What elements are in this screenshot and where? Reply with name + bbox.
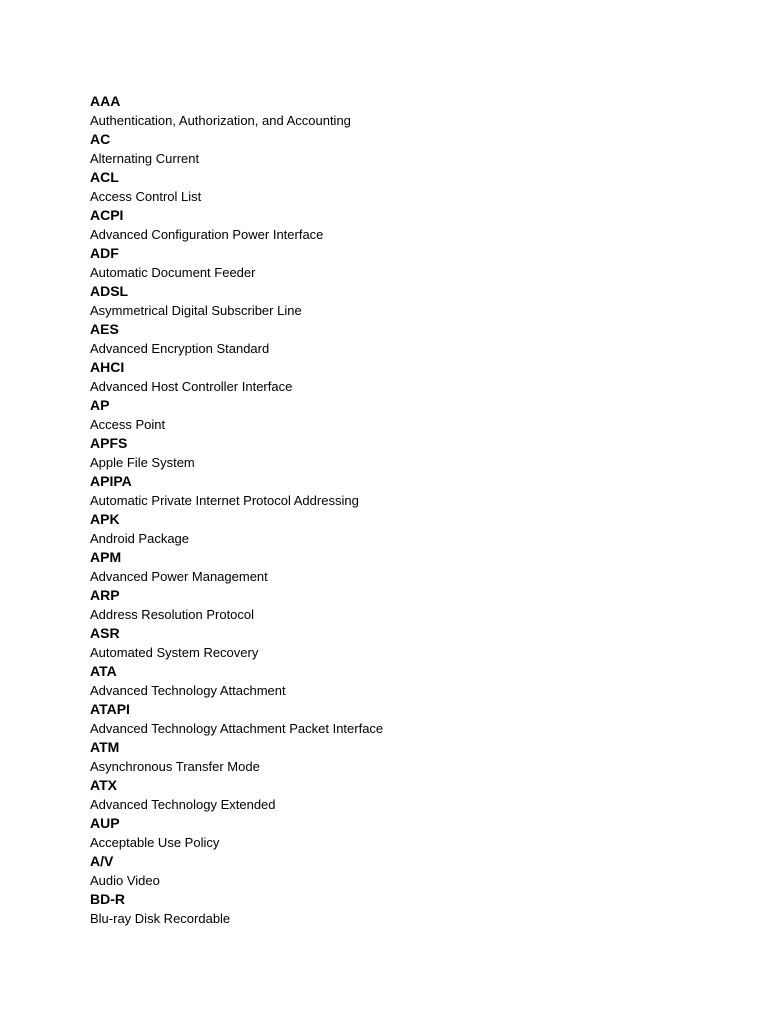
glossary-entry bbox=[90, 282, 690, 320]
glossary-definition: Android Package bbox=[90, 531, 190, 546]
glossary-term: ATX bbox=[90, 777, 117, 793]
glossary-term: AC bbox=[90, 131, 111, 147]
glossary-term: ATA bbox=[90, 663, 117, 679]
glossary-definition: Apple File System bbox=[90, 455, 195, 470]
glossary-term: ADSL bbox=[90, 283, 129, 299]
glossary-entry bbox=[90, 244, 690, 282]
glossary-term: APIPA bbox=[90, 473, 132, 489]
glossary-definition: Asymmetrical Digital Subscriber Line bbox=[90, 303, 302, 318]
glossary-definition: Audio Video bbox=[90, 873, 160, 888]
glossary-entry bbox=[90, 662, 690, 700]
glossary-definition: Automated System Recovery bbox=[90, 645, 259, 660]
glossary-definition: Advanced Host Controller Interface bbox=[90, 379, 293, 394]
glossary-definition: Alternating Current bbox=[90, 151, 200, 166]
glossary-entry bbox=[90, 168, 690, 206]
glossary-definition: Access Control List bbox=[90, 189, 202, 204]
glossary-definition: Blu-ray Disk Recordable bbox=[90, 911, 231, 926]
glossary-term: AUP bbox=[90, 815, 120, 831]
glossary-entry bbox=[90, 586, 690, 624]
glossary-entry bbox=[90, 738, 690, 776]
glossary-definition: Advanced Technology Attachment Packet Interface bbox=[90, 721, 384, 736]
glossary-definition: Access Point bbox=[90, 417, 166, 432]
glossary-term: APFS bbox=[90, 435, 128, 451]
glossary-entry bbox=[90, 852, 690, 890]
glossary-entry bbox=[90, 890, 690, 928]
glossary-term: AAA bbox=[90, 93, 121, 109]
glossary-term: BD-R bbox=[90, 891, 125, 907]
glossary-entry bbox=[90, 130, 690, 168]
glossary-term: ATM bbox=[90, 739, 120, 755]
glossary-term: ACL bbox=[90, 169, 119, 185]
glossary-entry bbox=[90, 358, 690, 396]
glossary-term: AHCI bbox=[90, 359, 125, 375]
glossary-entry bbox=[90, 320, 690, 358]
glossary-entry bbox=[90, 814, 690, 852]
glossary-definition: Address Resolution Protocol bbox=[90, 607, 255, 622]
glossary-term: A/V bbox=[90, 853, 114, 869]
glossary-term: AES bbox=[90, 321, 119, 337]
glossary-term: APM bbox=[90, 549, 122, 565]
glossary-entry bbox=[90, 396, 690, 434]
glossary-term: ASR bbox=[90, 625, 120, 641]
glossary-definition: Advanced Technology Extended bbox=[90, 797, 276, 812]
glossary-entry bbox=[90, 548, 690, 586]
glossary-definition: Advanced Encryption Standard bbox=[90, 341, 270, 356]
glossary-term: ACPI bbox=[90, 207, 124, 223]
glossary-entry bbox=[90, 434, 690, 472]
glossary-definition: Advanced Technology Attachment bbox=[90, 683, 286, 698]
glossary-definition: Authentication, Authorization, and Accounting bbox=[90, 113, 351, 128]
glossary-term: ADF bbox=[90, 245, 119, 261]
glossary-term: ATAPI bbox=[90, 701, 130, 717]
glossary-definition: Advanced Configuration Power Interface bbox=[90, 227, 324, 242]
glossary-term: AP bbox=[90, 397, 110, 413]
glossary-entry bbox=[90, 206, 690, 244]
glossary-definition: Advanced Power Management bbox=[90, 569, 268, 584]
glossary-entry bbox=[90, 776, 690, 814]
glossary-definition: Acceptable Use Policy bbox=[90, 835, 220, 850]
glossary-term: APK bbox=[90, 511, 120, 527]
glossary-definition: Asynchronous Transfer Mode bbox=[90, 759, 260, 774]
acronym-glossary bbox=[90, 92, 690, 928]
glossary-entry bbox=[90, 700, 690, 738]
glossary-definition: Automatic Document Feeder bbox=[90, 265, 256, 280]
glossary-term: ARP bbox=[90, 587, 120, 603]
glossary-entry bbox=[90, 624, 690, 662]
glossary-entry bbox=[90, 472, 690, 510]
glossary-definition: Automatic Private Internet Protocol Addressing bbox=[90, 493, 359, 508]
glossary-entry bbox=[90, 510, 690, 548]
glossary-entry bbox=[90, 92, 690, 130]
